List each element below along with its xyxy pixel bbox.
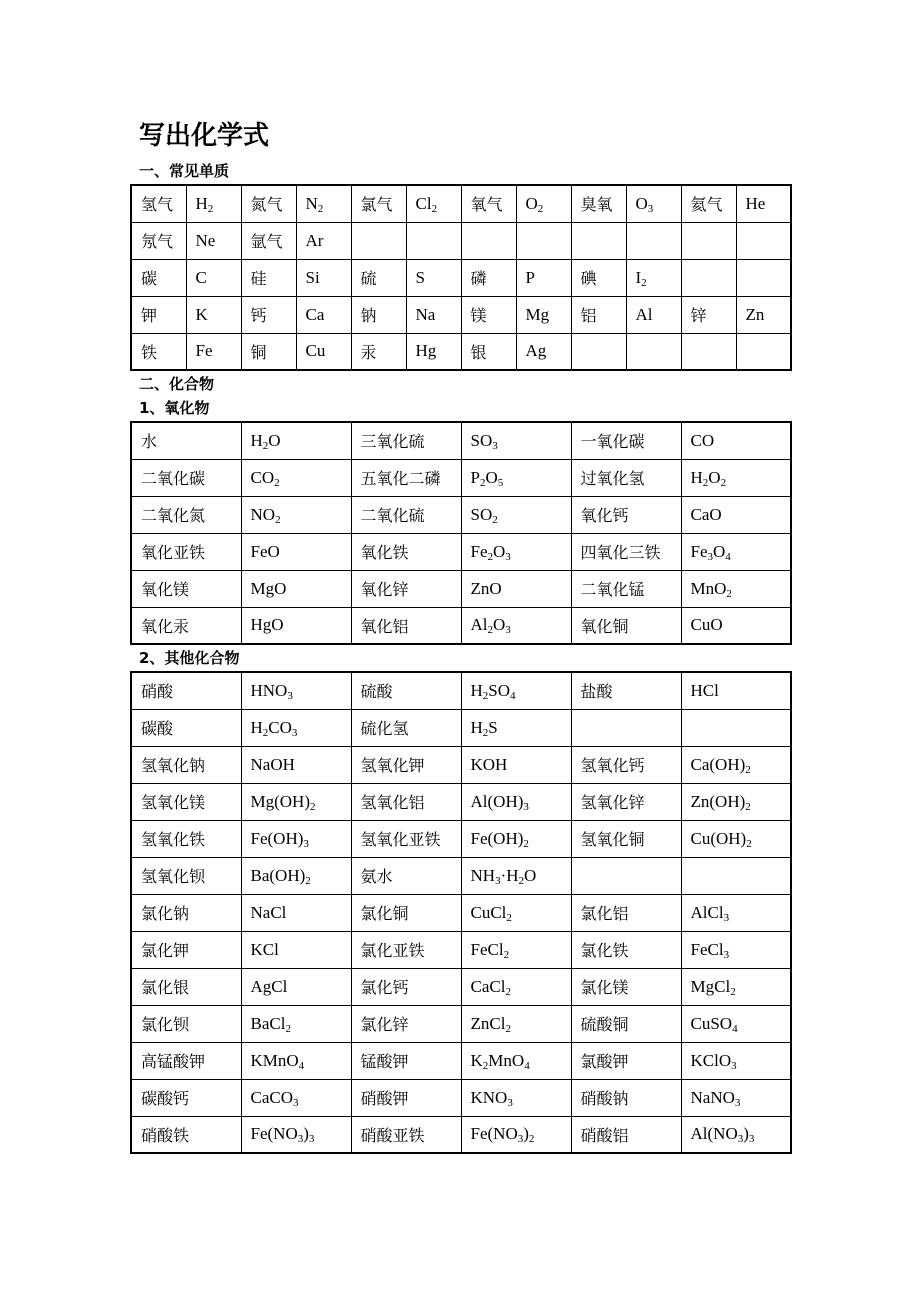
substance-name-cell: 氨水 [351,857,461,894]
page-title: 写出化学式 [139,121,270,151]
substance-name-cell: 镁 [461,296,516,333]
chemical-formula-cell [516,222,571,259]
chemical-formula-cell: $CO_2$ [241,459,351,496]
substance-name-cell: 氧化汞 [131,607,241,644]
table-row [131,459,791,496]
substance-name-cell: 二氧化氮 [131,496,241,533]
table-row [131,533,791,570]
chemical-formula-cell: NaOH [241,746,351,783]
substance-name-cell [681,222,736,259]
chemical-formula-cell [626,222,681,259]
substance-name-cell: 氮气 [241,185,296,222]
substance-name-cell: 硝酸钠 [571,1079,681,1116]
table-row [131,259,791,296]
chemical-formula-cell: $Al_2O_3$ [461,607,571,644]
substance-name-cell [681,333,736,370]
substance-name-cell: 氯化锌 [351,1005,461,1042]
substance-name-cell: 氧化钙 [571,496,681,533]
chemical-formula-cell: $H_2CO_3$ [241,709,351,746]
substance-name-cell: 磷 [461,259,516,296]
chemical-formula-cell: FeCl$_3$ [681,931,791,968]
chemical-formula-cell: Ca [296,296,351,333]
substance-name-cell: 氯化钡 [131,1005,241,1042]
chemical-formula-cell: AlCl$_3$ [681,894,791,931]
chemical-formula-cell [736,222,791,259]
substance-name-cell: 碳 [131,259,186,296]
chemical-formula-cell: $Zn(OH)_2$ [681,783,791,820]
substance-name-cell [571,709,681,746]
substance-name-cell: 氯化钾 [131,931,241,968]
substance-name-cell: 氯化铁 [571,931,681,968]
chemical-formula-cell: $H_2S$ [461,709,571,746]
chemical-formula-cell: $Cl_2$ [406,185,461,222]
chemical-formula-cell: MgCl$_2$ [681,968,791,1005]
substance-name-cell: 氯化银 [131,968,241,1005]
substance-name-cell: 四氧化三铁 [571,533,681,570]
substance-name-cell: 氧化锌 [351,570,461,607]
chemical-formula-cell: P [516,259,571,296]
chemical-formula-cell: $H_2O_2$ [681,459,791,496]
substance-name-cell: 硝酸 [131,672,241,709]
chemical-formula-cell: $Ba(OH)_2$ [241,857,351,894]
substance-name-cell: 铝 [571,296,626,333]
chemical-formula-cell [736,333,791,370]
chemical-formula-cell: $N_2$ [296,185,351,222]
chemical-formula-cell: CuSO$_4$ [681,1005,791,1042]
substance-name-cell: 二氧化碳 [131,459,241,496]
chemical-formula-cell [626,333,681,370]
subsection-heading-other-compounds: 2、其他化合物 [139,649,240,667]
substance-name-cell [571,857,681,894]
substance-name-cell: 氢氧化铝 [351,783,461,820]
substance-name-cell: 碳酸钙 [131,1079,241,1116]
substance-name-cell: 二氧化硫 [351,496,461,533]
chemical-formula-cell: $KNO_3$ [461,1079,571,1116]
substance-name-cell: 五氧化二磷 [351,459,461,496]
chemical-formula-cell: $Fe_3O_4$ [681,533,791,570]
chemical-formula-cell [681,857,791,894]
substance-name-cell: 钠 [351,296,406,333]
section-heading-compounds: 二、化合物 [139,375,215,393]
substance-name-cell: 氢氧化钾 [351,746,461,783]
chemical-formula-cell: ZnO [461,570,571,607]
table-row [131,746,791,783]
substance-name-cell: 硝酸铁 [131,1116,241,1153]
substance-name-cell: 钾 [131,296,186,333]
substance-name-cell: 银 [461,333,516,370]
table-row [131,422,791,459]
substance-name-cell: 氧化铜 [571,607,681,644]
other-compounds-table [130,671,792,1154]
section-heading-elements: 一、常见单质 [139,162,230,180]
substance-name-cell: 盐酸 [571,672,681,709]
chemical-formula-cell: MgO [241,570,351,607]
chemical-formula-cell: Mg [516,296,571,333]
chemical-formula-cell: CuO [681,607,791,644]
substance-name-cell: 氧化铁 [351,533,461,570]
substance-name-cell: 氢氧化铁 [131,820,241,857]
table-row [131,296,791,333]
substance-name-cell: 硫 [351,259,406,296]
chemical-formula-cell: $Al(OH)_3$ [461,783,571,820]
substance-name-cell [681,259,736,296]
subsection-heading-oxides: 1、氧化物 [139,399,210,417]
substance-name-cell: 氢氧化镁 [131,783,241,820]
chemical-formula-cell: $Fe(OH)_2$ [461,820,571,857]
chemical-formula-cell: $H_2O$ [241,422,351,459]
substance-name-cell: 氢氧化钡 [131,857,241,894]
table-row [131,783,791,820]
chemical-formula-cell [681,709,791,746]
substance-name-cell: 氢氧化亚铁 [351,820,461,857]
substance-name-cell: 氯化铝 [571,894,681,931]
substance-name-cell: 一氧化碳 [571,422,681,459]
table-row [131,857,791,894]
substance-name-cell: 氯酸钾 [571,1042,681,1079]
substance-name-cell [571,333,626,370]
substance-name-cell [571,222,626,259]
substance-name-cell: 铁 [131,333,186,370]
substance-name-cell: 氦气 [681,185,736,222]
chemical-formula-cell: Fe [186,333,241,370]
chemical-formula-cell: KOH [461,746,571,783]
chemical-formula-cell: Ne [186,222,241,259]
table-row [131,894,791,931]
chemical-formula-cell: HgO [241,607,351,644]
chemical-formula-cell: $SO_2$ [461,496,571,533]
table-row [131,222,791,259]
substance-name-cell: 氯气 [351,185,406,222]
substance-name-cell: 过氧化氢 [571,459,681,496]
substance-name-cell: 氢氧化锌 [571,783,681,820]
chemical-formula-cell: ZnCl$_2$ [461,1005,571,1042]
elements-table [130,184,792,371]
chemical-formula-cell: NaNO$_3$ [681,1079,791,1116]
chemical-formula-cell: Ar [296,222,351,259]
chemical-formula-cell: BaCl$_2$ [241,1005,351,1042]
chemical-formula-cell: KClO$_3$ [681,1042,791,1079]
substance-name-cell: 硝酸亚铁 [351,1116,461,1153]
substance-name-cell: 铜 [241,333,296,370]
substance-name-cell: 硫化氢 [351,709,461,746]
chemical-formula-cell: $Mg(OH)_2$ [241,783,351,820]
substance-name-cell: 氢氧化铜 [571,820,681,857]
substance-name-cell: 氩气 [241,222,296,259]
table-row [131,820,791,857]
table-row [131,333,791,370]
chemical-formula-cell: $I_2$ [626,259,681,296]
chemical-formula-cell: $O_2$ [516,185,571,222]
table-row [131,672,791,709]
substance-name-cell: 钙 [241,296,296,333]
chemical-formula-cell: Hg [406,333,461,370]
table-row [131,1042,791,1079]
table-row [131,607,791,644]
substance-name-cell [351,222,406,259]
chemical-formula-cell: K [186,296,241,333]
chemical-formula-cell: $NH_3\cdot H_2O$ [461,857,571,894]
table-row [131,570,791,607]
table-row [131,709,791,746]
chemical-formula-cell: CuCl$_2$ [461,894,571,931]
chemical-formula-cell: C [186,259,241,296]
chemical-formula-cell: S [406,259,461,296]
chemical-formula-cell: Zn [736,296,791,333]
chemical-formula-cell: $Cu(OH)_2$ [681,820,791,857]
substance-name-cell: 三氧化硫 [351,422,461,459]
table-row [131,496,791,533]
chemical-formula-cell: $Fe(NO_3)_3$ [241,1116,351,1153]
substance-name-cell: 硅 [241,259,296,296]
substance-name-cell: 氧化镁 [131,570,241,607]
table-row [131,1079,791,1116]
substance-name-cell: 高锰酸钾 [131,1042,241,1079]
substance-name-cell: 硫酸铜 [571,1005,681,1042]
chemical-formula-cell: CO [681,422,791,459]
chemical-formula-cell: KMnO$_4$ [241,1042,351,1079]
table-row [131,1116,791,1153]
substance-name-cell: 氯化亚铁 [351,931,461,968]
chemical-formula-cell: Na [406,296,461,333]
chemical-formula-cell: $Fe(OH)_3$ [241,820,351,857]
chemical-formula-cell: CaCO$_3$ [241,1079,351,1116]
chemical-formula-cell: He [736,185,791,222]
substance-name-cell: 氖气 [131,222,186,259]
oxides-table [130,421,792,645]
chemical-formula-cell: NaCl [241,894,351,931]
table-row [131,1005,791,1042]
substance-name-cell: 氯化钠 [131,894,241,931]
chemical-formula-cell: FeCl$_2$ [461,931,571,968]
substance-name-cell: 氯化镁 [571,968,681,1005]
chemical-formula-cell: $HNO_3$ [241,672,351,709]
substance-name-cell: 臭氧 [571,185,626,222]
substance-name-cell: 氯化铜 [351,894,461,931]
substance-name-cell: 氯化钙 [351,968,461,1005]
chemical-formula-cell: $Fe(NO_3)_2$ [461,1116,571,1153]
chemical-formula-cell: Al [626,296,681,333]
chemical-formula-cell: $P_2O_5$ [461,459,571,496]
table-row [131,968,791,1005]
substance-name-cell: 氧气 [461,185,516,222]
chemical-formula-cell: $O_3$ [626,185,681,222]
substance-name-cell: 氧化亚铁 [131,533,241,570]
substance-name-cell: 硫酸 [351,672,461,709]
substance-name-cell: 碘 [571,259,626,296]
substance-name-cell: 锰酸钾 [351,1042,461,1079]
chemical-formula-cell: AgCl [241,968,351,1005]
table-row [131,185,791,222]
chemical-formula-cell: HCl [681,672,791,709]
substance-name-cell: 硝酸铝 [571,1116,681,1153]
chemical-formula-cell: $Al(NO_3)_3$ [681,1116,791,1153]
substance-name-cell: 锌 [681,296,736,333]
chemical-formula-cell [736,259,791,296]
substance-name-cell: 氢气 [131,185,186,222]
chemical-formula-cell: $K_2MnO_4$ [461,1042,571,1079]
chemical-formula-cell: Ag [516,333,571,370]
substance-name-cell [461,222,516,259]
substance-name-cell: 硝酸钾 [351,1079,461,1116]
substance-name-cell: 汞 [351,333,406,370]
chemical-formula-cell: CaCl$_2$ [461,968,571,1005]
substance-name-cell: 碳酸 [131,709,241,746]
chemical-formula-cell: FeO [241,533,351,570]
substance-name-cell: 氢氧化钠 [131,746,241,783]
chemical-formula-cell: $SO_3$ [461,422,571,459]
table-row [131,931,791,968]
chemical-formula-cell: $H_2SO_4$ [461,672,571,709]
chemical-formula-cell [406,222,461,259]
chemical-formula-cell: $H_2$ [186,185,241,222]
chemical-formula-cell: $NO_2$ [241,496,351,533]
chemical-formula-cell: $Fe_2O_3$ [461,533,571,570]
substance-name-cell: 氢氧化钙 [571,746,681,783]
substance-name-cell: 水 [131,422,241,459]
substance-name-cell: 氧化铝 [351,607,461,644]
chemical-formula-cell: KCl [241,931,351,968]
chemical-formula-cell: Cu [296,333,351,370]
chemical-formula-cell: CaO [681,496,791,533]
substance-name-cell: 二氧化锰 [571,570,681,607]
chemical-formula-cell: $Ca(OH)_2$ [681,746,791,783]
chemical-formula-cell: Si [296,259,351,296]
chemical-formula-cell: MnO$_2$ [681,570,791,607]
